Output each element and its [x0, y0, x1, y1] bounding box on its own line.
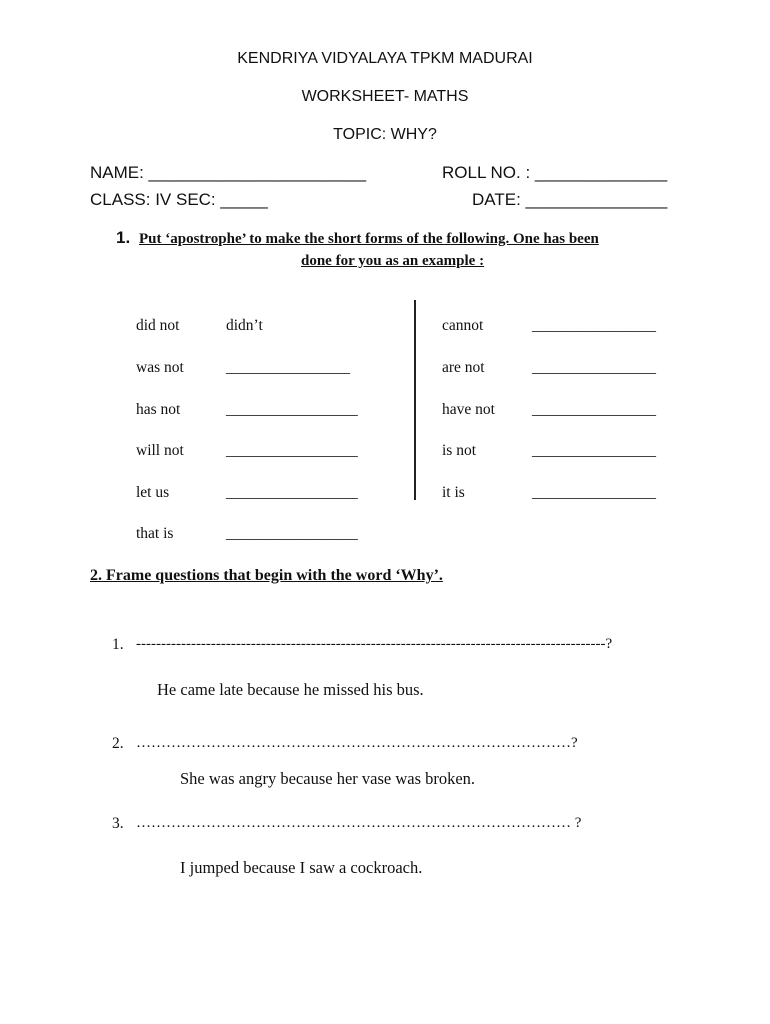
- question-number: 3.: [112, 815, 124, 832]
- answer-blank[interactable]: ________________: [532, 484, 656, 501]
- question1-instruction-line2: done for you as an example :: [301, 253, 485, 269]
- word-item: are not: [442, 359, 485, 376]
- word-item: that is: [136, 525, 174, 542]
- word-item: is not: [442, 442, 477, 459]
- word-item: let us: [136, 484, 170, 501]
- answer-statement: He came late because he missed his bus.: [157, 680, 424, 699]
- question-line[interactable]: ----------------------------------------------------------------------------------------------?: [136, 636, 613, 652]
- roll-field: ROLL NO. : ______________: [442, 163, 668, 182]
- answer-blank[interactable]: ________________: [532, 317, 656, 334]
- word-item: have not: [442, 401, 495, 418]
- answer-statement: She was angry because her vase was broken.: [180, 769, 476, 788]
- question-number: 2.: [112, 735, 124, 752]
- question-number: 1.: [112, 636, 124, 653]
- word-item: cannot: [442, 317, 484, 334]
- answer-blank[interactable]: _________________: [226, 401, 358, 418]
- word-item: has not: [136, 401, 181, 418]
- question2-title: 2. Frame questions that begin with the word ‘Why’.: [90, 567, 443, 584]
- question-line[interactable]: ……………………………………………………………………………?: [136, 735, 578, 751]
- answer-statement: I jumped because I saw a cockroach.: [180, 858, 423, 877]
- answer-blank[interactable]: _________________: [226, 525, 358, 542]
- class-field: CLASS: IV SEC: _____: [90, 190, 268, 209]
- worksheet-title: WORKSHEET- MATHS: [301, 88, 469, 105]
- answer-blank[interactable]: _________________: [226, 442, 358, 459]
- word-item: it is: [442, 484, 465, 501]
- column-divider: [414, 300, 416, 500]
- answer-blank[interactable]: ________________: [532, 401, 656, 418]
- date-field: DATE: _______________: [472, 190, 668, 209]
- word-item: will not: [136, 442, 184, 459]
- answer-item: didn’t: [226, 317, 263, 334]
- answer-blank[interactable]: ________________: [226, 359, 350, 376]
- school-title: KENDRIYA VIDYALAYA TPKM MADURAI: [237, 50, 533, 67]
- word-item: did not: [136, 317, 180, 334]
- answer-blank[interactable]: ________________: [532, 442, 656, 459]
- topic-title: TOPIC: WHY?: [333, 126, 437, 143]
- question1-instruction-line1: Put ‘apostrophe’ to make the short forms of the following. One has been: [139, 231, 599, 247]
- question1-number: 1.: [116, 228, 131, 247]
- answer-blank[interactable]: ________________: [532, 359, 656, 376]
- name-field: NAME: _______________________: [90, 163, 367, 182]
- word-item: was not: [136, 359, 184, 376]
- answer-blank[interactable]: _________________: [226, 484, 358, 501]
- question-line[interactable]: …………………………………………………………………………… ?: [136, 815, 582, 831]
